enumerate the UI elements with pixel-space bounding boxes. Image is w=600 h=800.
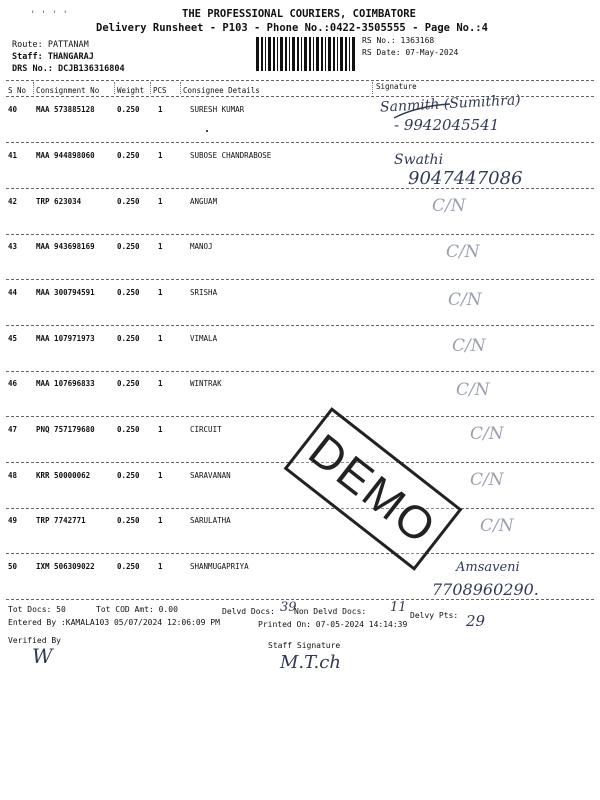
- cn-mark-row-44: C/N: [448, 290, 482, 310]
- signature-row-50-name: Amsaveni: [456, 560, 520, 575]
- row-sno: 42: [8, 197, 18, 206]
- row-sno: 45: [8, 334, 18, 343]
- tick-marks: ' ' ' ': [30, 10, 68, 20]
- signature-row-41-name: Swathi: [394, 152, 444, 168]
- row-pcs: 1: [158, 334, 163, 343]
- delivery-points-label: Delvy Pts:: [410, 611, 459, 620]
- row-consignee: SARAVANAN: [190, 471, 231, 480]
- row-pcs: 1: [158, 197, 163, 206]
- row-weight: 0.250: [117, 288, 140, 297]
- row-pcs: 1: [158, 425, 163, 434]
- cn-mark-row-45: C/N: [452, 336, 486, 356]
- row-consignee: SRISHA: [190, 288, 218, 297]
- runsheet-title: Delivery Runsheet - P103 - Phone No.:0422-3505555 - Page No.:4: [96, 22, 488, 34]
- row-sno: 47: [8, 425, 18, 434]
- stray-dot: [206, 130, 208, 132]
- barcode: [256, 37, 358, 71]
- row-weight: 0.250: [117, 516, 140, 525]
- row-separator: [6, 142, 594, 143]
- cn-mark-row-49: C/N: [480, 516, 514, 536]
- row-sno: 48: [8, 471, 18, 480]
- row-weight: 0.250: [117, 425, 140, 434]
- row-sno: 41: [8, 151, 18, 160]
- row-pcs: 1: [158, 379, 163, 388]
- col-signature-header: Signature: [376, 82, 417, 91]
- column-divider: [150, 82, 151, 94]
- column-divider: [114, 82, 115, 94]
- row-consignment-no: MAA 573885128: [36, 105, 95, 114]
- cn-mark-row-43: C/N: [446, 242, 480, 262]
- col-consignment-header: Consignment No: [36, 86, 100, 95]
- delivered-docs-count: 39: [280, 600, 297, 615]
- row-consignment-no: TRP 623034: [36, 197, 82, 206]
- col-pcs-header: PCS: [153, 86, 167, 95]
- row-sno: 40: [8, 105, 18, 114]
- verified-by-label: Verified By: [8, 636, 61, 645]
- entered-by: Entered By :KAMALA103 05/07/2024 12:06:09 PM: [8, 618, 220, 627]
- row-consignment-no: MAA 944898060: [36, 151, 95, 160]
- row-sno: 49: [8, 516, 18, 525]
- signature-row-41-phone: 9047447086: [408, 168, 523, 189]
- row-pcs: 1: [158, 562, 163, 571]
- table-bottom-rule: [6, 599, 594, 600]
- row-separator: [6, 325, 594, 326]
- signature-row-40-phone: - 9942045541: [394, 116, 500, 134]
- col-sno-header: S No: [8, 86, 27, 95]
- route-label: Route: PATTANAM: [12, 40, 89, 50]
- row-consignee: VIMALA: [190, 334, 218, 343]
- demo-stamp: [284, 407, 463, 571]
- row-separator: [6, 234, 594, 235]
- row-consignment-no: MAA 107971973: [36, 334, 95, 343]
- header-top-rule: [6, 80, 594, 81]
- row-consignee: SARULATHA: [190, 516, 231, 525]
- row-consignment-no: TRP 7742771: [36, 516, 86, 525]
- row-consignment-no: MAA 107696833: [36, 379, 95, 388]
- row-weight: 0.250: [117, 471, 140, 480]
- row-weight: 0.250: [117, 334, 140, 343]
- non-delivered-docs-label: Non Delvd Docs:: [294, 607, 367, 616]
- row-separator: [6, 279, 594, 280]
- row-consignee: MANOJ: [190, 242, 213, 251]
- row-sno: 50: [8, 562, 18, 571]
- row-weight: 0.250: [117, 151, 140, 160]
- row-pcs: 1: [158, 242, 163, 251]
- row-separator: [6, 553, 594, 554]
- row-consignment-no: MAA 943698169: [36, 242, 95, 251]
- row-pcs: 1: [158, 471, 163, 480]
- cn-mark-row-46: C/N: [456, 380, 490, 400]
- row-separator: [6, 371, 594, 372]
- row-separator: [6, 508, 594, 509]
- row-sno: 44: [8, 288, 18, 297]
- row-consignment-no: KRR 50000062: [36, 471, 91, 480]
- row-weight: 0.250: [117, 562, 140, 571]
- row-sno: 46: [8, 379, 18, 388]
- signature-row-50-phone: 7708960290.: [432, 580, 539, 599]
- column-divider: [33, 82, 34, 94]
- row-consignment-no: PNQ 757179680: [36, 425, 95, 434]
- row-weight: 0.250: [117, 242, 140, 251]
- row-weight: 0.250: [117, 197, 140, 206]
- column-divider: [372, 82, 373, 94]
- cn-mark-row-47: C/N: [470, 424, 504, 444]
- printed-on: Printed On: 07-05-2024 14:14:39: [258, 620, 408, 629]
- staff-signature-label: Staff Signature: [268, 641, 341, 650]
- col-consignee-header: Consignee Details: [183, 86, 260, 95]
- delivery-points-count: 29: [466, 612, 486, 630]
- row-consignee: CIRCUIT: [190, 425, 222, 434]
- staff-label: Staff: THANGARAJ: [12, 52, 94, 62]
- row-weight: 0.250: [117, 379, 140, 388]
- signature-row-40-name: Sanmith (Sumithra): [379, 92, 522, 116]
- row-weight: 0.250: [117, 105, 140, 114]
- row-pcs: 1: [158, 516, 163, 525]
- row-sno: 43: [8, 242, 18, 251]
- demo-stamp-text: DEMO: [299, 423, 447, 555]
- verified-by-signature: W: [32, 644, 53, 668]
- non-delivered-docs-count: 11: [390, 600, 407, 615]
- col-weight-header: Weight: [117, 86, 145, 95]
- row-consignee: ANGUAM: [190, 197, 218, 206]
- cn-mark-row-42: C/N: [432, 196, 466, 216]
- row-pcs: 1: [158, 151, 163, 160]
- row-separator: [6, 416, 594, 417]
- row-pcs: 1: [158, 288, 163, 297]
- total-cod-amount: Tot COD Amt: 0.00: [96, 605, 178, 614]
- row-consignee: SUBOSE CHANDRABOSE: [190, 151, 272, 160]
- row-consignee: WINTRAK: [190, 379, 222, 388]
- delivered-docs-label: Delvd Docs:: [222, 607, 275, 616]
- rs-number: RS No.: 1363168: [362, 36, 435, 45]
- column-divider: [180, 82, 181, 94]
- row-consignee: SURESH KUMAR: [190, 105, 245, 114]
- row-consignment-no: IXM 506309022: [36, 562, 95, 571]
- drs-number: DRS No.: DCJB136316804: [12, 64, 125, 74]
- rs-date: RS Date: 07-May-2024: [362, 48, 459, 57]
- total-docs: Tot Docs: 50: [8, 605, 66, 614]
- staff-signature: M.T.ch: [280, 652, 341, 673]
- row-consignee: SHANMUGAPRIYA: [190, 562, 249, 571]
- row-consignment-no: MAA 300794591: [36, 288, 95, 297]
- row-pcs: 1: [158, 105, 163, 114]
- cn-mark-row-48: C/N: [470, 470, 504, 490]
- company-name: THE PROFESSIONAL COURIERS, COIMBATORE: [182, 8, 416, 20]
